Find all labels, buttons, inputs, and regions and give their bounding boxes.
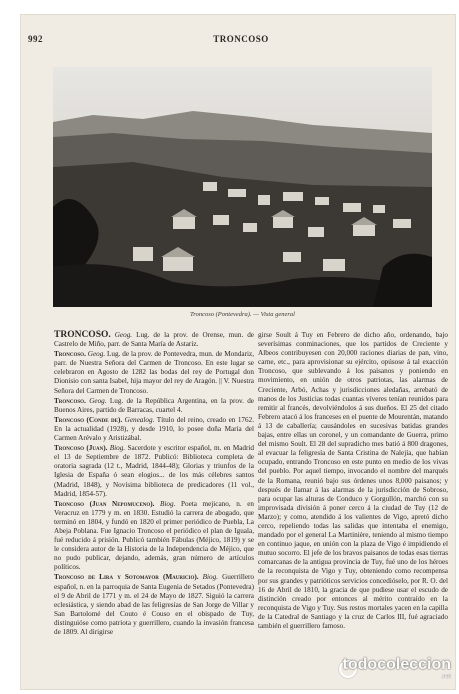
dictionary-entry (54, 444, 254, 499)
running-head (28, 34, 454, 46)
entry-text: Lug. de la prov. de Pontevedra, mun. de Mondariz, parr. de Nuestra Señora del Carmen de Troncoso. En este lugar se celebraron en Agosto de 1282 las bodas del rey de Portugal don Dionisio con santa Isabel, hija mayor del rey de Aragón. || V. Nuestra Señora del Carmen de Troncoso. (54, 350, 254, 395)
entry-headword: TRONCOSO. (54, 330, 111, 340)
continued-paragraph: girse Soult á Tuy en Febrero de dicho año, ordenando, bajo severísimas conminaciones, que los partidos de Creciente y Albeos contribuyesen con 20,000 raciones diarias de pan, vino, carne, etc., para aprovisionar su ejército, opúsose á tal exacción Troncoso, que sublevando á los paisanos y poniendo en movimiento, en unión de otros patriotas, las alarmas de Creciente, Arbó, Achas y jurisdicciones aledañas, arrebató de manos de los Justicias todas cuantas víveres tenían reunidos para remitir al francés, devolviéndolos á sus dueños. El 25 del citado Febrero atacó á los franceses en el puente de Mourentán, matando á 13 de caballería; causándoles en sucesivas batidas grandes bajas, entre ellas un coronel, y un comandante de Guerra, primo del mismo Soult. El 28 del supradicho mes batió á 800 dragones, al evacuar la feligresía de Santa Cristina de Nalejía, que habían ocupado, entrando Troncoso en este punto en medio de los vivas del pueblo. Por aquel tiempo, invocando el nombre del marqués de la Romana, reunió bajo sus órdenes unos 8,000 paisanos; y después de llamar á las alarmas de la jurisdicción de Sobroso, para ocupar las alturas de Conduco y Gorgullón, marchó con su improvisada división á poner cerco á la ciudad de Tuy (12 de Marzo); y como, atendido á los valientes de Vigo, apretó dicho cerco, repeliendo todas las salidas que intentaba el enemigo, mandado por el general La Martinière, teniendo al mismo tiempo en continuo jaque, en unión con la plaza de Vigo é impidiendo el mutuo socorro. El jefe de los bravos paisanos de todas esas tierras comarcanas de la antigua provincia de Tuy, fué uno de los héroes de la reconquista de Vigo y Tuy, obteniendo como recompensa por sus grandes y patrióticos servicios concedióselo, por R. O. del 16 de Abril de 1810, la gracia de que pudiese usar el escudo de distinción creado por entonces al mérito contraído en la reconquista de Vigo y Tuy. Sus restos mortales yacen en la capilla de la Catedral de Santiago y la cruz de Carlos III, fué agraciado también el guerrillero famoso. (258, 331, 448, 630)
dictionary-entry (54, 350, 254, 395)
entry-text: Guerrillero español, n. en la parroquia de Santa Eugenia de Setados (Pontevedra) el 9 de Abril de 1771 y m. el 24 de Mayo de 1827. Siguió la carrera eclesiástica, y siendo abad de las feligresías de San Jorge de Villar y San Bartolomé del Couto é Couso en el obispado de Tuy, distinguióse como patriota y guerrillero, cuando la invasión francesa de 1809. Al dirigirse (54, 573, 255, 636)
entry-text: Sacerdote y escritor español, m. en Madrid el 13 de Septiembre de 1872. Publicó: Biblioteca completa de oratoria sagrada (12 t., Madrid, 1844-48); Glorias y triunfos de la Iglesia de España ó sean elogios... de los más célebres santos (Madrid, 1848), y Novísima biblioteca de predicadores (11 vol., Madrid, 1854-57). (54, 444, 254, 498)
entry-label: Genealog. (124, 415, 155, 424)
entry-headword: Troncoso. (54, 396, 86, 405)
watermark-text: todocoleccion (342, 656, 451, 673)
entry-label: Geog. (87, 350, 106, 359)
entry-label: Geog. (89, 396, 107, 405)
entry-text: Poeta mejicano, n. en Veracruz en 1779 y m. en 1830. Estudió la carrera de abogado, que terminó en 1804, y fundó en 1820 el primer periódico de Puebla, La Abeja Poblana. Fue Ignacio Troncoso el periódico el plan de Iguala, fué reducido á prisión. Publicó también Fábulas (Méjico, 1819) y se le considera autor de la Historia de la Independencia de Méjico, que no pudo publicar, dejando, además, gran número de artículos políticos. (54, 499, 254, 572)
scanned-page (20, 14, 456, 690)
photo-illustration (53, 67, 432, 307)
entry-headword: Troncoso (Conde de). (54, 415, 123, 424)
entry-text: Lug. de la República Argentina, en la prov. de Buenos Aires, partido de Barracas, cuartel 4. (54, 396, 255, 414)
entry-text: Título del reino, creado en 1762. En la actualidad (1928), y desde 1910, lo posee doña María del Carmen Arévalo y Aristizábal. (54, 415, 254, 443)
running-title: TRONCOSO (213, 34, 269, 44)
town-photograph (53, 67, 432, 307)
entry-label: Biog. (109, 444, 126, 453)
page-number: 992 (28, 34, 43, 44)
dictionary-entry (54, 500, 254, 573)
entry-label: Biog. (202, 573, 218, 582)
entry-headword: Troncoso. (54, 350, 86, 359)
watermark-subtext: .net (440, 674, 451, 680)
dictionary-entry (54, 573, 254, 637)
dictionary-entry (54, 331, 254, 349)
entry-headword: Troncoso de Lira y Sotomayor (Mauricio). (54, 573, 199, 582)
watermark-logo (335, 652, 451, 682)
photo-caption: Troncoso (Pontevedra). — Vista general (190, 311, 295, 318)
left-text-column (54, 331, 254, 638)
right-text-column (258, 331, 448, 632)
entry-headword: Troncoso (Juan). (54, 444, 108, 453)
dictionary-entry (54, 416, 254, 443)
entry-text: Lug. de la prov. de Orense, mun. de Castrelo de Miño, parr. de Santa María de Astariz. (54, 331, 254, 349)
entry-label: Geog. (114, 331, 133, 339)
entry-label: Biog. (160, 499, 176, 508)
dictionary-entry (54, 397, 254, 415)
entry-headword: Troncoso (Juan Nepomuceno). (54, 499, 155, 508)
